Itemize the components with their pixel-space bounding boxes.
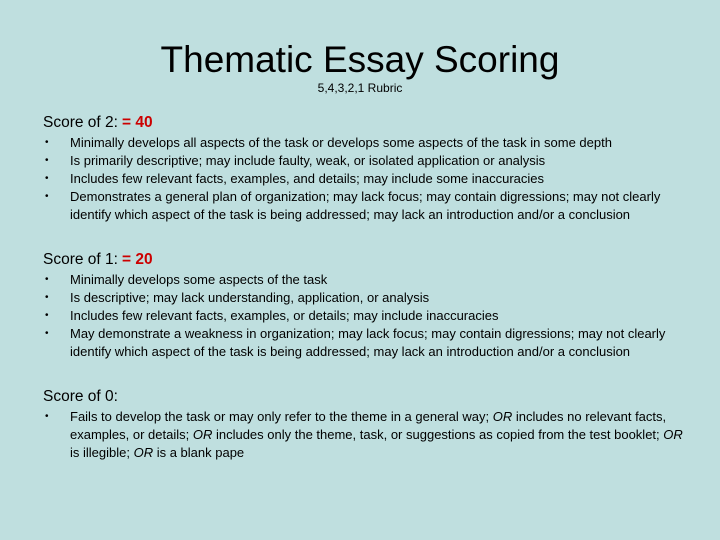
criterion-text: Minimally develops some aspects of the task [70, 272, 328, 287]
list-item [0, 289, 720, 307]
bullet-icon: • [45, 274, 49, 285]
score-0-heading [43, 387, 118, 406]
bullet-icon: • [45, 137, 49, 148]
score-2-value: = 40 [121, 114, 153, 131]
criterion-text: Includes few relevant facts, examples, or details; may include inaccuracies [70, 308, 499, 323]
score-1-label: Score of 1: [43, 251, 118, 268]
list-item [0, 408, 720, 462]
bullet-icon: • [45, 310, 49, 321]
criterion-text: Fails to develop the task or may only refer to the theme in a general way; OR includes no relevant facts, examples, or details; OR includes only the theme, task, or suggestions as copied from the test booklet; OR is illegible; OR is a blank pape [70, 409, 683, 460]
bullet-icon: • [45, 155, 49, 166]
criterion-text: Minimally develops all aspects of the task or develops some aspects of the task in some depth [70, 135, 612, 150]
list-item [0, 307, 720, 325]
criterion-text: Is descriptive; may lack understanding, application, or analysis [70, 290, 430, 305]
list-item [0, 271, 720, 289]
bullet-icon: • [45, 173, 49, 184]
score-1-heading [43, 250, 153, 269]
list-item [0, 152, 720, 170]
bullet-icon: • [45, 328, 49, 339]
score-2-label: Score of 2: [43, 114, 118, 131]
score-0-label: Score of 0: [43, 388, 118, 405]
list-item [0, 188, 720, 224]
score-2-criteria-list [0, 134, 720, 224]
criterion-text: Demonstrates a general plan of organization; may lack focus; may contain digressions; may not clearly identify which aspect of the task is being addressed; may lack an introduction and/or a conclusion [70, 189, 661, 222]
slide-subtitle: 5,4,3,2,1 Rubric [317, 81, 403, 95]
list-item [0, 170, 720, 188]
score-0-criteria-list [0, 408, 720, 462]
criterion-text: May demonstrate a weakness in organization; may lack focus; may contain digressions; may not clearly identify which aspect of the task is being addressed; may lack an introduction and/or a conclusion [70, 326, 666, 359]
score-2-heading [43, 113, 153, 132]
bullet-icon: • [45, 191, 49, 202]
criterion-text: Is primarily descriptive; may include faulty, weak, or isolated application or analysis [70, 153, 546, 168]
list-item [0, 134, 720, 152]
bullet-icon: • [45, 411, 49, 422]
list-item [0, 325, 720, 361]
slide-title: Thematic Essay Scoring [160, 39, 560, 80]
criterion-text: Includes few relevant facts, examples, and details; may include some inaccuracies [70, 171, 545, 186]
bullet-icon: • [45, 292, 49, 303]
score-1-value: = 20 [121, 251, 153, 268]
score-1-criteria-list [0, 271, 720, 361]
